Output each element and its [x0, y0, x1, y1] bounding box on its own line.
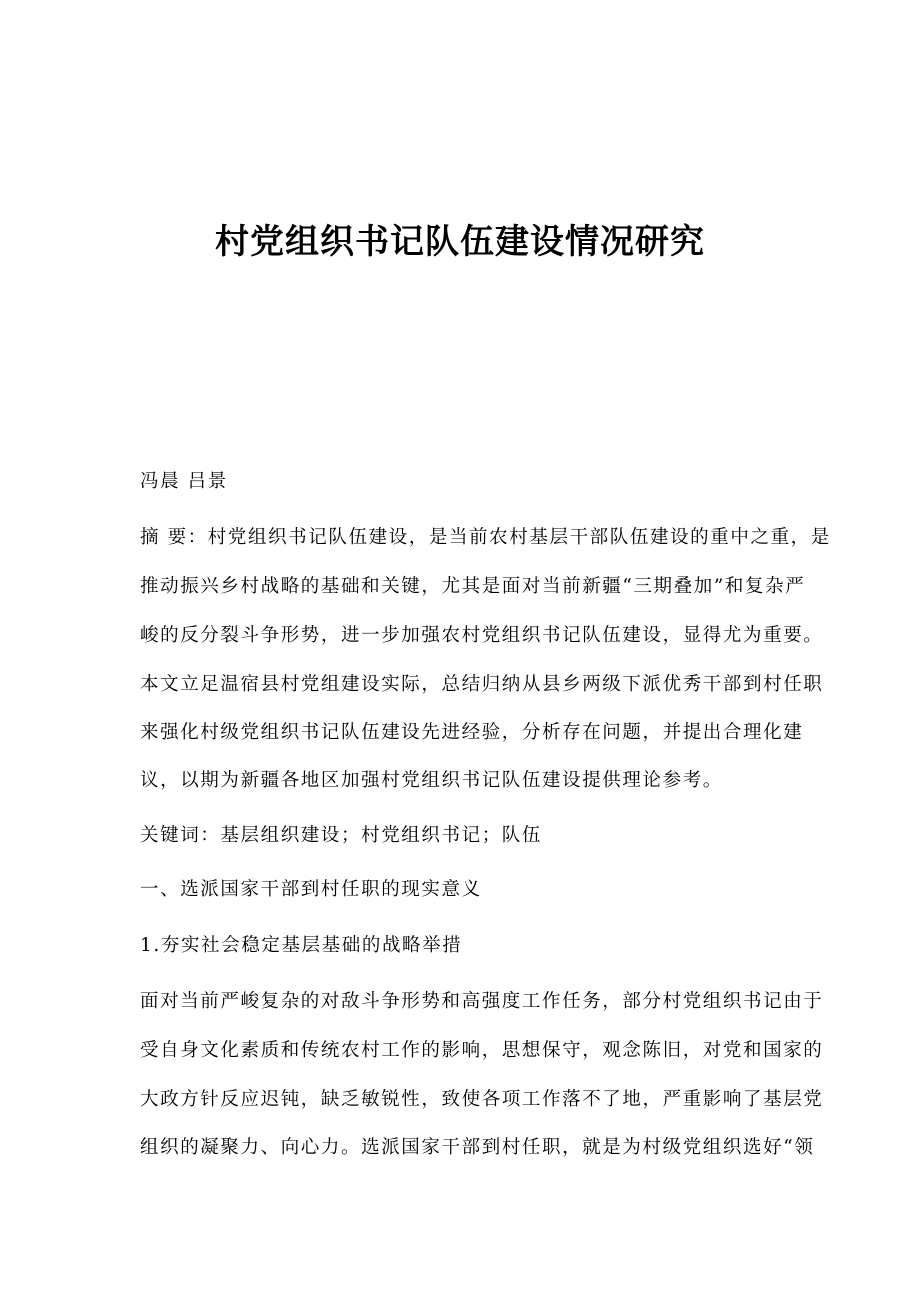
abstract-line: 议，以期为新疆各地区加强村党组织书记队伍建设提供理论参考。: [140, 770, 723, 791]
subsection-heading: 1.夯实社会稳定基层基础的战略举措: [140, 935, 463, 956]
abstract-line: 推动振兴乡村战略的基础和关键，尤其是面对当前新疆“三期叠加”和复杂严: [140, 576, 806, 597]
abstract-line: 峻的反分裂斗争形势，进一步加强农村党组织书记队伍建设，显得尤为重要。: [140, 625, 824, 646]
body-line: 大政方针反应迟钝，缺乏敏锐性，致使各项工作落不了地，严重影响了基层党: [140, 1089, 824, 1110]
abstract-line: 摘 要：村党组织书记队伍建设，是当前农村基层干部队伍建设的重中之重，是: [140, 527, 831, 548]
body-line: 面对当前严峻复杂的对敌斗争形势和高强度工作任务，部分村党组织书记由于: [140, 991, 824, 1012]
document-title: 村党组织书记队伍建设情况研究: [215, 222, 705, 262]
abstract-line: 来强化村级党组织书记队伍建设先进经验，分析存在问题，并提出合理化建: [140, 722, 804, 743]
body-line: 组织的凝聚力、向心力。选派国家干部到村任职，就是为村级党组织选好“领: [140, 1137, 815, 1158]
abstract-line: 本文立足温宿县村党组建设实际，总结归纳从县乡两级下派优秀干部到村任职: [140, 674, 824, 695]
section-heading: 一、选派国家干部到村任职的现实意义: [140, 879, 482, 900]
keywords: 关键词：基层组织建设；村党组织书记；队伍: [140, 825, 543, 846]
body-line: 受自身文化素质和传统农村工作的影响，思想保守，观念陈旧，对党和国家的: [140, 1040, 824, 1061]
authors: 冯晨 吕景: [140, 471, 228, 492]
